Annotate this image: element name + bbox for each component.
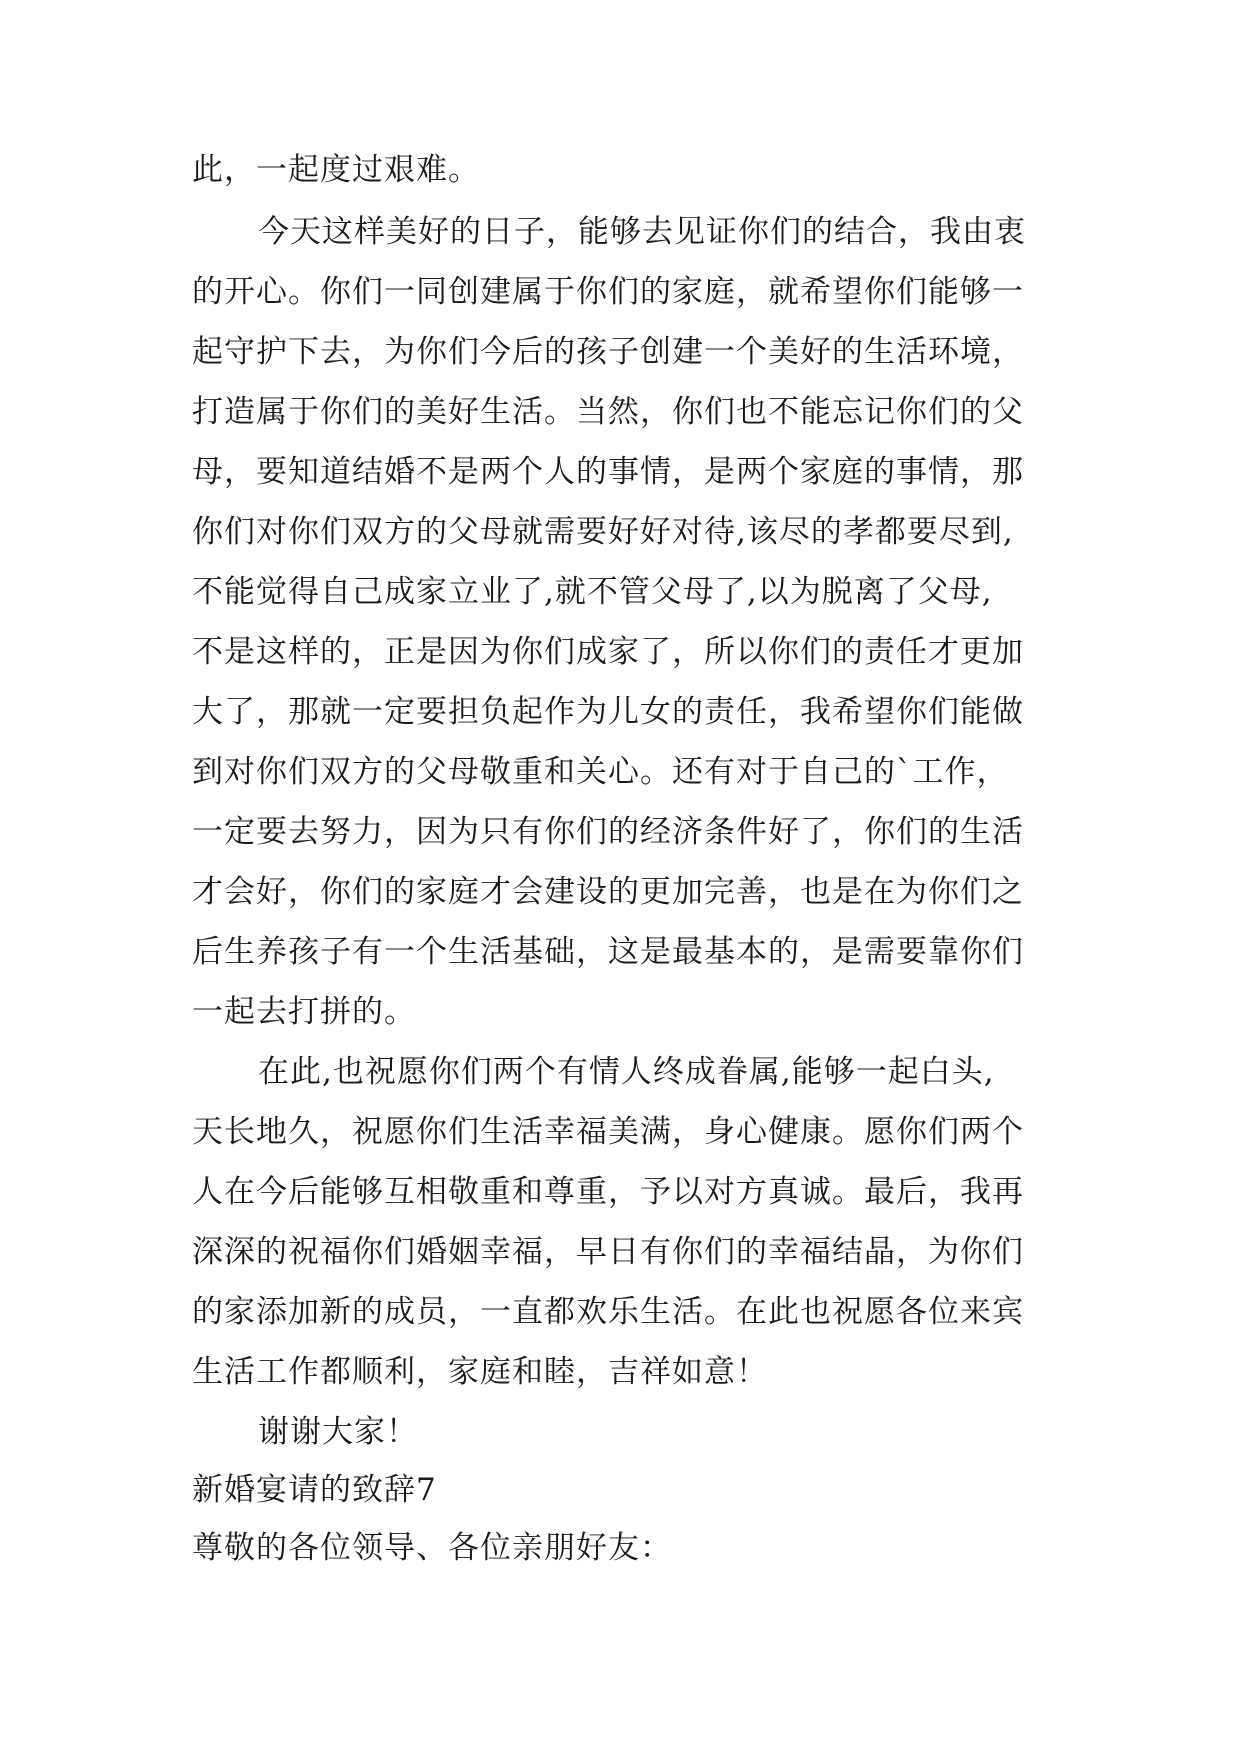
text-line: 后生养孩子有一个生活基础，这是最基本的，是需要靠你们 [192, 934, 1024, 970]
text-line: 不是这样的，正是因为你们成家了，所以你们的责任才更加 [192, 634, 1024, 670]
text-line: 天长地久，祝愿你们生活幸福美满，身心健康。愿你们两个 [192, 1114, 1024, 1150]
text-line: 深深的祝福你们婚姻幸福，早日有你们的幸福结晶，为你们 [192, 1234, 1024, 1270]
salutation: 尊敬的各位领导、各位亲朋好友： [192, 1530, 672, 1566]
text-line: 大了，那就一定要担负起作为儿女的责任，我希望你们能做 [192, 694, 1024, 730]
closing-thanks: 谢谢大家！ [258, 1414, 418, 1450]
paragraph-start-line: 今天这样美好的日子，能够去见证你们的结合，我由衷 [258, 214, 1026, 250]
text-line: 母，要知道结婚不是两个人的事情，是两个家庭的事情，那 [192, 454, 1024, 490]
section-title: 新婚宴请的致辞7 [192, 1472, 437, 1508]
text-line: 你们对你们双方的父母就需要好好对待,该尽的孝都要尽到, [192, 514, 1014, 550]
paragraph-start-line: 在此,也祝愿你们两个有情人终成眷属,能够一起白头, [258, 1054, 995, 1090]
text-line: 打造属于你们的美好生活。当然，你们也不能忘记你们的父 [192, 394, 1024, 430]
text-line: 的开心。你们一同创建属于你们的家庭，就希望你们能够一 [192, 274, 1024, 310]
text-line: 才会好，你们的家庭才会建设的更加完善，也是在为你们之 [192, 874, 1024, 910]
text-line: 起守护下去，为你们今后的孩子创建一个美好的生活环境， [192, 334, 1024, 370]
text-line: 的家添加新的成员，一直都欢乐生活。在此也祝愿各位来宾 [192, 1294, 1024, 1330]
text-line: 生活工作都顺利，家庭和睦，吉祥如意！ [192, 1354, 768, 1390]
text-line: 一定要去努力，因为只有你们的经济条件好了，你们的生活 [192, 814, 1024, 850]
text-line: 人在今后能够互相敬重和尊重，予以对方真诚。最后，我再 [192, 1174, 1024, 1210]
text-line: 一起去打拼的。 [192, 994, 416, 1030]
text-line: 不能觉得自己成家立业了,就不管父母了,以为脱离了父母, [192, 574, 993, 610]
text-line: 此，一起度过艰难。 [192, 152, 480, 188]
text-line: 到对你们双方的父母敬重和关心。还有对于自己的`工作， [192, 754, 1009, 790]
